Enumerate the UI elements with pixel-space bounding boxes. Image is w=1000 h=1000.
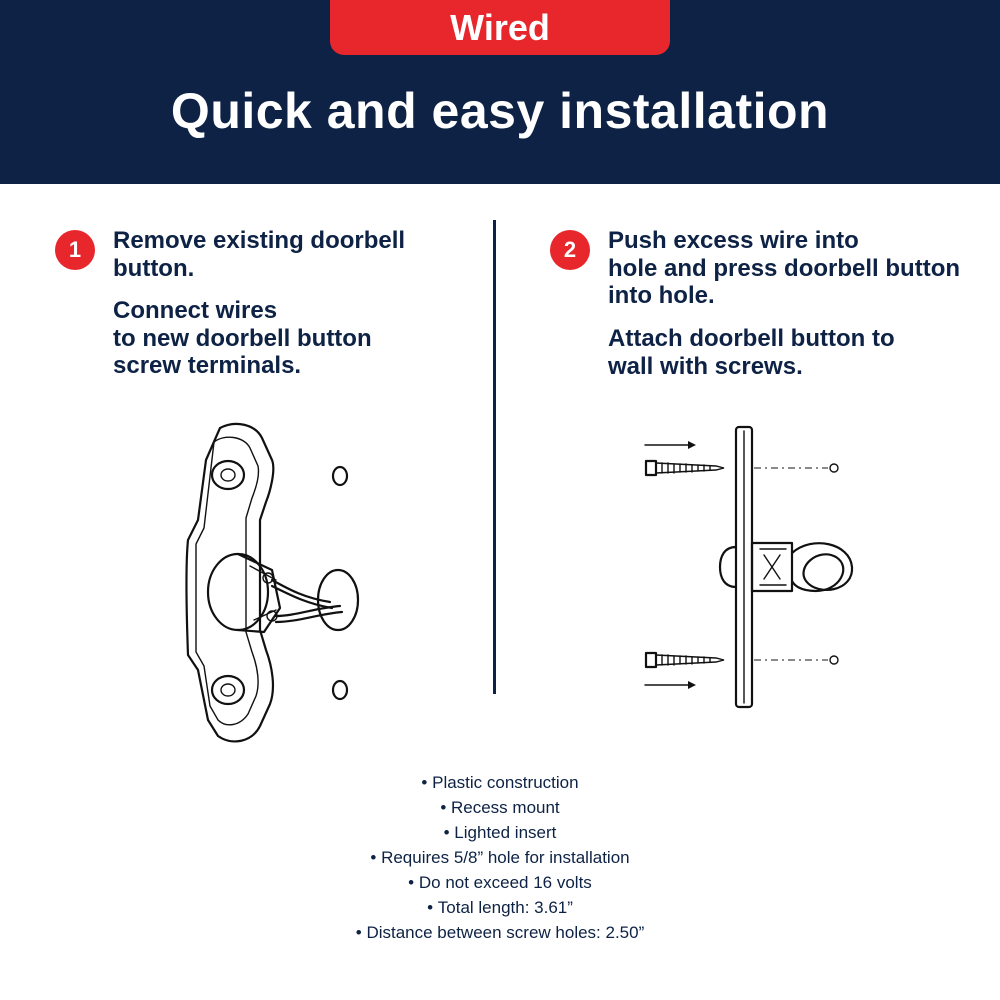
spec-item: • Plastic construction (0, 770, 1000, 795)
wall-hole-bottom (830, 656, 838, 664)
step-2-badge: 2 (550, 230, 590, 270)
button-front (720, 547, 736, 587)
step-2-instruction-push: Push excess wire into hole and press doorbell button into hole. (608, 227, 961, 309)
arrow-right-icon-top (645, 441, 696, 449)
spec-item: • Recess mount (0, 795, 1000, 820)
step-1-illustration (180, 420, 370, 750)
spec-item: • Lighted insert (0, 820, 1000, 845)
coiled-wire (792, 543, 852, 591)
wired-tag: Wired (330, 0, 670, 55)
arrow-right-icon-bottom (645, 681, 696, 689)
step-2-instruction-attach: Attach doorbell button to wall with screws. (608, 325, 895, 380)
screw-bottom (646, 653, 724, 667)
spec-item: • Do not exceed 16 volts (0, 870, 1000, 895)
step-1-badge: 1 (55, 230, 95, 270)
wall-hole-top (830, 464, 838, 472)
doorbell-wires (272, 580, 340, 616)
top-screw-boss (212, 461, 244, 489)
step-1-instruction-connect: Connect wires to new doorbell button screw terminals. (113, 297, 372, 379)
specs-list (0, 770, 1000, 945)
step-1-instruction-remove: Remove existing doorbell button. (113, 227, 406, 282)
step-2-illustration (640, 425, 870, 710)
column-divider (493, 220, 496, 694)
doorbell-backplate (187, 424, 274, 742)
spec-item: • Total length: 3.61” (0, 895, 1000, 920)
page-title: Quick and easy installation (170, 83, 830, 139)
wall-screw-hole-top (333, 467, 347, 485)
bottom-screw-boss (212, 676, 244, 704)
wall-screw-hole-bottom (333, 681, 347, 699)
screw-top (646, 461, 724, 475)
spec-item: • Requires 5/8” hole for installation (0, 845, 1000, 870)
spec-item: • Distance between screw holes: 2.50” (0, 920, 1000, 945)
